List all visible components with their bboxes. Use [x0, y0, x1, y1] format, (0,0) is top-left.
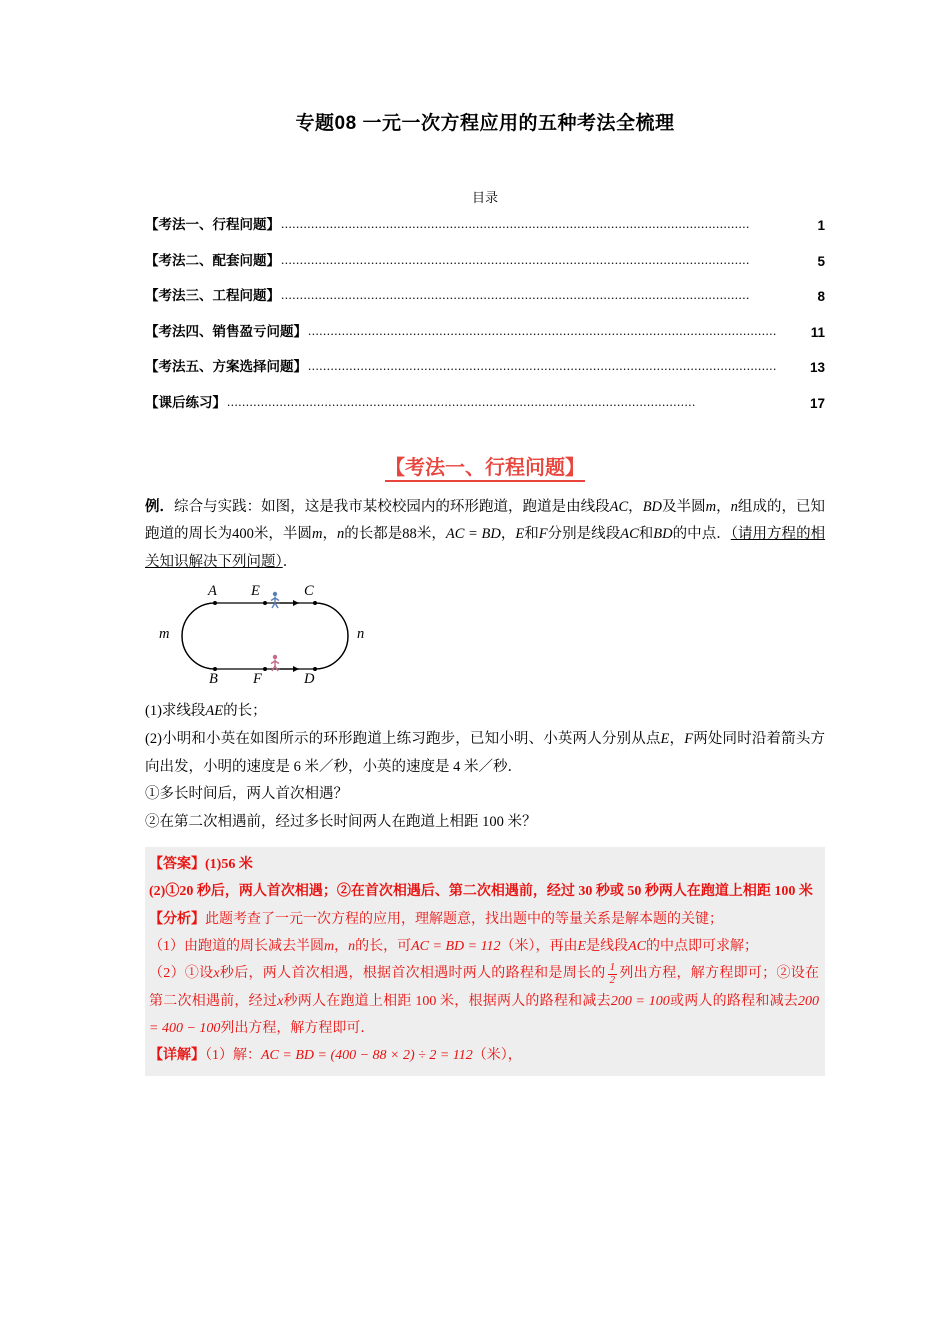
toc-entry-page: 8: [817, 289, 825, 304]
toc-entry-page: 17: [809, 395, 825, 411]
arrow-bottom-head: [293, 666, 299, 672]
answer-tag: 【答案】: [149, 857, 205, 873]
analysis-part-2: [149, 960, 819, 1042]
problem-text-2: 及半圆: [662, 498, 706, 515]
question-2-part-b: 两处同时沿着箭头方向出发，小明的速度是 6 米／秒，小英的速度是 4 米／秒．: [145, 730, 826, 775]
toc-entry-label: 【考法五、方案选择问题】: [145, 359, 307, 374]
math-bd-1: BD: [642, 498, 663, 515]
toc-entry[interactable]: [145, 249, 825, 269]
analysis-1-comma: ，: [334, 939, 349, 955]
arrow-top-head: [293, 600, 299, 606]
analysis-2-d: 秒两人在跑道上相距 100 米，根据两人的路程和减去: [283, 993, 611, 1009]
problem-text-5: ，: [500, 526, 516, 543]
question-2-comma: ，: [669, 730, 685, 747]
problem-text-1: 综合与实践：如图，这是我市某校校园内的环形跑道，跑道是由线段: [174, 498, 610, 515]
fraction-one-half: [608, 962, 618, 986]
toc-leader: .............................................................................................................................: [308, 322, 777, 338]
toc-entry-page: 13: [809, 360, 825, 375]
section-heading-text: 【考法一、行程问题】: [385, 457, 585, 482]
math-m-3: m: [324, 939, 335, 955]
toc-leader: .............................................................................................................................: [281, 287, 750, 302]
runner-top-icon: [271, 592, 279, 608]
figure-label-a: A: [208, 582, 217, 599]
point-f: [263, 667, 267, 671]
problem-text-7: 分别是线段: [547, 526, 621, 543]
table-of-contents: [145, 213, 825, 411]
figure-label-m: m: [159, 625, 170, 642]
analysis-2-e: 或两人的路程和减去: [669, 993, 799, 1009]
math-solution-eq: AC = BD = (400 − 88 × 2) ÷ 2 = 112: [261, 1048, 473, 1064]
answer-line-1-text: (1)56 米: [205, 857, 253, 873]
toc-entry[interactable]: [145, 355, 825, 375]
toc-entry-page: 11: [810, 324, 825, 340]
question-1-prefix: (1)求线段: [145, 702, 206, 719]
question-1-suffix: 的长；: [223, 702, 267, 719]
analysis-1-d: 是线段: [586, 939, 629, 955]
answer-line-1: [149, 851, 819, 878]
point-a: [213, 601, 217, 605]
question-2: [145, 726, 825, 782]
question-2-sub-1: ①多长时间后，两人首次相遇？: [145, 786, 348, 803]
answer-analysis: [149, 906, 819, 933]
analysis-1-e: 的中点即可求解；: [646, 939, 758, 955]
analysis-2-a: （2）①设: [149, 966, 214, 982]
toc-entry-page: 5: [817, 253, 825, 269]
math-n-2: n: [336, 526, 345, 543]
figure-label-e: E: [251, 582, 260, 599]
math-x-1: x: [213, 966, 220, 982]
problem-period: ．: [282, 554, 298, 571]
math-ac-3: AC: [628, 939, 646, 955]
semicircle-n: [315, 603, 348, 669]
analysis-text: 此题考查了一元一次方程的应用，理解题意，找出题中的等量关系是解本题的关键；: [205, 911, 723, 927]
math-n-1: n: [730, 498, 738, 515]
analysis-2-b: 秒后，两人首次相遇，根据首次相遇时两人的路程和是周长的: [219, 966, 606, 982]
analysis-part-1: [149, 933, 819, 960]
analysis-1-b: 的长，可: [355, 939, 412, 955]
math-eq-acbd: AC = BD: [445, 526, 501, 543]
figure-label-f: F: [253, 670, 262, 687]
solution-prefix: （1）解：: [205, 1048, 261, 1064]
math-ac-1: AC: [609, 498, 629, 515]
math-eq-acbd112: AC = BD = 112: [411, 939, 501, 955]
fraction-numerator: 1: [609, 961, 616, 974]
answer-block: [145, 847, 825, 1075]
analysis-2-c: 列出方程，解方程即可；②设在第二次相遇前，经过: [149, 966, 820, 1009]
problem-underlined-note: （请用方程的相关知识解决下列问题）: [145, 526, 826, 571]
math-f-2: F: [684, 730, 694, 747]
math-f-1: F: [538, 526, 548, 543]
math-m-2: m: [311, 526, 323, 543]
toc-entry-label: 【考法二、配套问题】: [145, 252, 280, 268]
problem-paragraph: [145, 494, 825, 577]
toc-entry[interactable]: [145, 213, 825, 233]
toc-leader: .............................................................................................................................: [308, 358, 777, 373]
analysis-tag: 【分析】: [149, 911, 205, 927]
toc-entry-label: 【考法三、工程问题】: [145, 288, 280, 303]
comma-1: ，: [628, 498, 643, 515]
analysis-1-c: （米），再由: [500, 939, 578, 955]
comma-3: ，: [322, 526, 337, 543]
toc-leader: .............................................................................................................................: [281, 251, 750, 267]
toc-entry-label: 【考法四、销售盈亏问题】: [145, 323, 307, 339]
question-2-sub-2: ②在第二次相遇前，经过多长时间两人在跑道上相距 100 米？: [145, 814, 537, 831]
page-content: [145, 0, 825, 1076]
toc-entry-label: 【考法一、行程问题】: [145, 217, 280, 232]
math-x-2: x: [277, 993, 284, 1009]
math-e-1: E: [515, 526, 525, 543]
problem-text-4: 的长都是88米，: [344, 526, 446, 543]
section-heading: [145, 451, 825, 480]
problem-lead: 例．: [145, 498, 175, 515]
problem-text-8: 和: [638, 526, 654, 543]
analysis-2-f: 列出方程，解方程即可．: [220, 1020, 375, 1036]
toc-entry[interactable]: [145, 391, 825, 411]
answer-line-2: (2)①20 秒后，两人首次相遇；②在首次相遇后、第二次相遇前，经过 30 秒或 50 秒两人在跑道上相距 100 米: [149, 884, 813, 900]
math-e-3: E: [577, 939, 587, 955]
problem-text-6: 和: [524, 526, 539, 543]
problem-questions: [145, 698, 825, 837]
figure-label-c: C: [304, 582, 314, 599]
solution-line: [149, 1042, 819, 1069]
math-eq-200-100: 200 = 100: [610, 993, 670, 1009]
problem-text-3: 组成的，已知跑道的周长为400米，半圆: [145, 498, 826, 543]
figure-label-n: n: [357, 625, 365, 642]
math-ac-2: AC: [620, 526, 639, 543]
math-ae: AE: [205, 702, 224, 719]
toc-entry-page: 1: [817, 218, 825, 233]
toc-entry-label: 【课后练习】: [145, 394, 226, 410]
semicircle-m: [182, 603, 215, 669]
point-e: [263, 601, 267, 605]
page-title: 专题08 一元一次方程应用的五种考法全梳理: [295, 113, 675, 134]
figure-label-b: B: [209, 670, 218, 687]
problem-statement: [145, 494, 825, 577]
solution-suffix: （米），: [472, 1048, 522, 1064]
figure-label-d: D: [304, 670, 315, 687]
track-outline: [182, 603, 348, 669]
math-m-1: m: [705, 498, 717, 515]
math-e-2: E: [660, 730, 670, 747]
math-eq-200-400-100: 200 = 400 − 100: [149, 993, 820, 1036]
toc-entry[interactable]: [145, 284, 825, 304]
analysis-1-a: （1）由跑道的周长减去半圆: [149, 939, 324, 955]
toc-leader: .............................................................................................................................: [227, 393, 696, 409]
comma-2: ，: [716, 498, 731, 515]
math-n-3: n: [348, 939, 356, 955]
toc-leader: .............................................................................................................................: [281, 216, 750, 231]
toc-heading: 目录: [471, 190, 498, 205]
fraction-denominator: 2: [609, 973, 616, 986]
toc-entry[interactable]: [145, 320, 825, 340]
solution-tag: 【详解】: [149, 1048, 205, 1064]
math-bd-2: BD: [653, 526, 673, 543]
question-2-part-a: (2)小明和小英在如图所示的环形跑道上练习跑步，已知小明、小英两人分别从点: [145, 730, 661, 747]
point-c: [313, 601, 317, 605]
question-1: [145, 698, 825, 726]
track-figure: [159, 582, 467, 690]
problem-text-9: 的中点．: [672, 526, 731, 543]
